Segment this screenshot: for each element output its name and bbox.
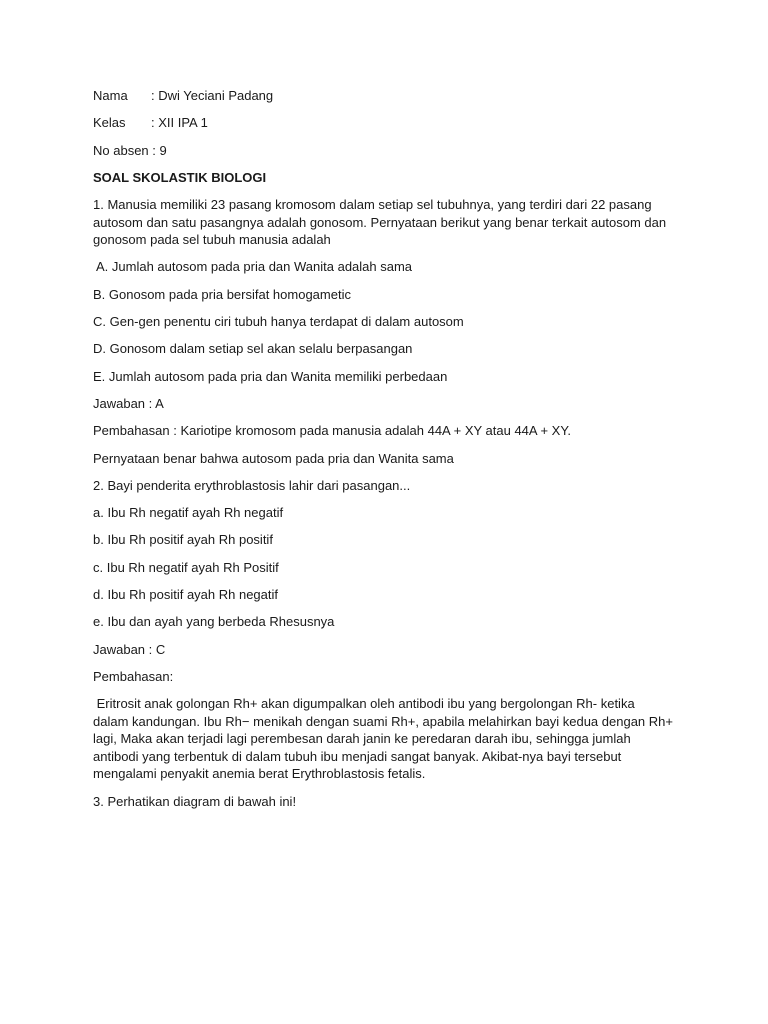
q2-option-a: a. Ibu Rh negatif ayah Rh negatif [93, 505, 284, 521]
class-label: Kelas [93, 115, 126, 131]
q1-explanation-conclusion: Pernyataan benar bahwa autosom pada pria dan Wanita sama [93, 450, 454, 466]
q2-option-b: b. Ibu Rh positif ayah Rh positif [93, 532, 273, 548]
name-line [93, 87, 673, 105]
name-label: Nama [93, 88, 128, 103]
q1-explanation: Pembahasan : Kariotipe kromosom pada manusia adalah 44A + XY atau 44A + XY. [93, 423, 571, 439]
question-2: 2. Bayi penderita erythroblastosis lahir dari pasangan... [93, 477, 411, 493]
q2-option-c: c. Ibu Rh negatif ayah Rh Positif [93, 559, 279, 575]
name-value: : Dwi Yeciani Padang [151, 88, 274, 103]
document-title: SOAL SKOLASTIK BIOLOGI [93, 169, 267, 185]
q1-option-a: A. Jumlah autosom pada pria dan Wanita adalah sama [96, 259, 413, 275]
question-1: 1. Manusia memiliki 23 pasang kromosom dalam setiap sel tubuhnya, yang terdiri dari 22 pasang autosom dan satu pasangnya adalah gonosom. Pernyataan berikut yang benar terkait autosom dan gonosom pada sel tubuh manusia adalah [93, 197, 667, 248]
q2-answer: Jawaban : C [93, 641, 166, 657]
q2-explanation-text: Eritrosit anak golongan Rh+ akan digumpalkan oleh antibodi ibu yang bergolongan Rh- ketika dalam kandungan. Ibu Rh− menikah dengan suami Rh+, apabila melahirkan bayi kedua dengan Rh+ lagi, Maka akan terjadi lagi perembesan darah janin ke peredaran darah ibu, sehingga jumlah antibodi yang terbentuk di dalam tubuh ibu menjadi sangat banyak. Akibat-nya bayi tersebut mengalami penyakit anemia berat Erythroblastosis fetalis. [93, 696, 677, 782]
question-3: 3. Perhatikan diagram di bawah ini! [93, 793, 297, 809]
q2-option-e: e. Ibu dan ayah yang berbeda Rhesusnya [93, 614, 335, 630]
q1-option-e: E. Jumlah autosom pada pria dan Wanita memiliki perbedaan [93, 368, 448, 384]
class-value: : XII IPA 1 [151, 115, 208, 131]
absence-number: No absen : 9 [93, 142, 167, 158]
q1-answer: Jawaban : A [93, 395, 164, 411]
q1-option-d: D. Gonosom dalam setiap sel akan selalu berpasangan [93, 341, 413, 357]
q2-option-d: d. Ibu Rh positif ayah Rh negatif [93, 587, 279, 603]
q1-option-b: B. Gonosom pada pria bersifat homogametic [93, 286, 351, 302]
class-line [93, 114, 673, 132]
document-body [93, 87, 677, 820]
q1-option-c: C. Gen-gen penentu ciri tubuh hanya terdapat di dalam autosom [93, 314, 464, 330]
q2-explanation-label: Pembahasan: [93, 668, 174, 684]
